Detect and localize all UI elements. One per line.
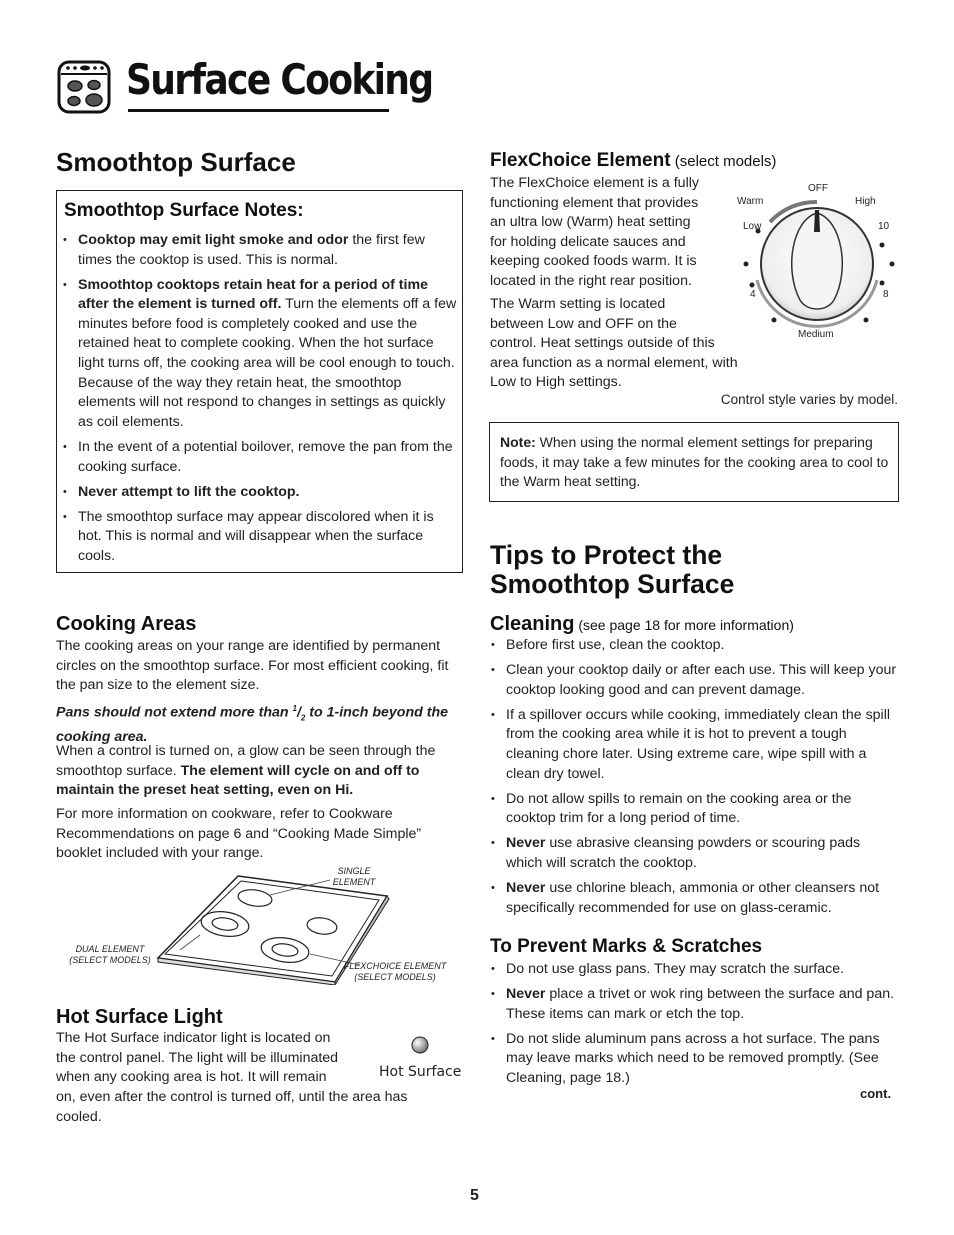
cleaning-heading: Cleaning (see page 18 for more information) [490,613,794,635]
cleaning-list [485,636,898,924]
note-item: • Smoothtop cooktops retain heat for a period of time after the element is turned off. Turn the elements off a few minutes before food is completely cooked and use the retained heat to complete cooking. When the hot surface light turns off, the cooking area will be cool enough to touch. Because of the way they retain heat, the smoothtop elements will not respond to changes in settings as quickly as coil elements. [57,276,457,433]
tips-heading: Tips to Protect the Smoothtop Surface [490,540,735,599]
note-box [489,422,899,502]
hot-surface-line3: when any cooking area is hot. It will remain [56,1069,327,1085]
knob-8-label: 8 [883,289,889,300]
marks-item: • Do not slide aluminum pans across a hot surface. The pans may leave marks which need to be removed promptly. (See Cleaning, page 18.) [485,1030,898,1089]
cooking-areas-p4: For more information on cookware, refer to Cookware Recommendations on page 6 and “Cooking Made Simple” booklet included with your range. [56,806,422,862]
knob-4-label: 4 [750,289,756,300]
page-number: 5 [470,1187,479,1204]
knob-high-label: High [855,196,876,207]
marks-item: • Never place a trivet or wok ring between the surface and pan. These items can mark or etch the top. [485,985,898,1024]
cooking-areas-p3: When a control is turned on, a glow can be seen through the smoothtop surface. The element will cycle on and off to maintain the preset heat setting, even on Hi. [56,743,436,799]
range-icon [57,60,111,114]
flexchoice-p1: The FlexChoice element is a fully functioning element that provides an ultra low (Warm) heat setting for holding delicate sauces and keeping cooked foods warm. It is located in the right rear position. [490,175,699,289]
marks-heading: To Prevent Marks & Scratches [490,936,763,957]
single-element-label: SINGLE ELEMENT [332,866,376,887]
note-item: • In the event of a potential boilover, remove the pan from the cooking surface. [57,438,457,477]
hot-surface-line2: the control panel. The light will be illuminated [56,1050,339,1066]
knob-off-label: OFF [808,183,828,194]
flexchoice-element-label: FLEXCHOICE ELEMENT (SELECT MODELS) [343,961,447,982]
knob-medium-label: Medium [798,329,834,340]
cleaning-item: • Before first use, clean the cooktop. [485,636,898,656]
note-item: • Never attempt to lift the cooktop. [57,483,457,503]
knob-warm-label: Warm [737,196,764,207]
dual-element-label: DUAL ELEMENT (SELECT MODELS) [69,944,151,965]
notes-box [56,190,463,573]
cleaning-item: • Never use abrasive cleansing powders or scouring pads which will scratch the cooktop. [485,834,898,873]
control-caption: Control style varies by model. [720,392,898,407]
notes-list [57,231,457,572]
page-title: Surface Cooking [126,55,433,104]
marks-item: • Do not use glass pans. They may scratch the surface. [485,960,898,980]
hot-surface-indicator-label: Hot Surface [379,1064,462,1080]
cleaning-item: • If a spillover occurs while cooking, immediately clean the spill from the cooking area while it is hot to prevent a tough cleaning chore later. Using extreme care, wipe spill with a clean dry towel. [485,706,898,784]
flexchoice-heading: FlexChoice Element (select models) [490,150,777,171]
note-item: • The smoothtop surface may appear discolored when it is hot. This is normal and will disappear when the surface cools. [57,508,457,567]
knob-10-label: 10 [878,221,890,232]
cleaning-item: • Clean your cooktop daily or after each use. This will keep your cooktop looking good and can prevent damage. [485,661,898,700]
flexchoice-p2: The Warm setting is located between Low and OFF on the control. Heat settings outside of this area function as a normal element, with Low to High settings. [490,296,738,391]
marks-list [485,960,898,1094]
title-underline [128,109,389,112]
note-text: Note: When using the normal element settings for preparing foods, it may take a few minutes for the cooking area to cool to the Warm heat setting. [500,434,889,490]
smoothtop-heading: Smoothtop Surface [56,147,296,177]
hot-surface-indicator-icon [410,1035,430,1055]
cleaning-item: • Do not allow spills to remain on the cooking area or the cooktop trim for a long period of time. [485,790,898,829]
cooking-areas-p1: The cooking areas on your range are identified by permanent circles on the smoothtop surface. For most efficient cooking, fit the pan size to the element size. [56,638,449,694]
notes-title: Smoothtop Surface Notes: [64,200,304,221]
hot-surface-line4: on, even after the control is turned off, until the area has cooled. [56,1089,408,1125]
cooking-areas-heading: Cooking Areas [56,613,197,635]
note-item: • Cooktop may emit light smoke and odor the first few times the cooktop is used. This is normal. [57,231,457,270]
knob-low-label: Low [743,221,762,232]
cleaning-item: • Never use chlorine bleach, ammonia or other cleansers not specifically recommended for use on glass-ceramic. [485,879,898,918]
hot-surface-heading: Hot Surface Light [56,1006,223,1028]
continued-label: cont. [860,1086,892,1101]
hot-surface-line1: The Hot Surface indicator light is located on [56,1030,331,1046]
cooking-areas-warning: Pans should not extend more than $^1/_2$ to 1-inch beyond the cooking area. [56,704,449,746]
